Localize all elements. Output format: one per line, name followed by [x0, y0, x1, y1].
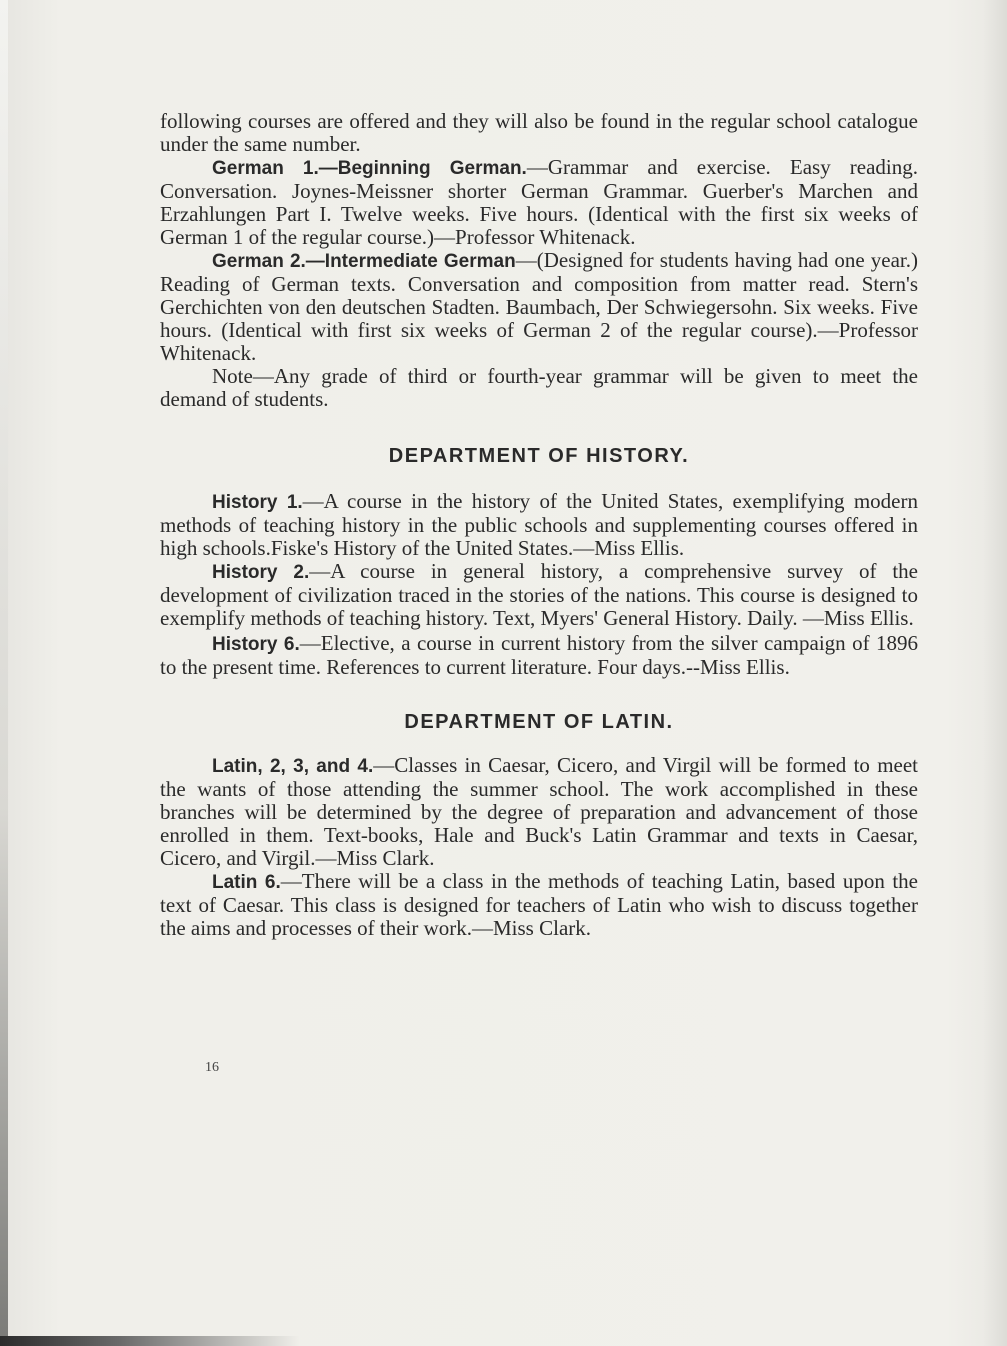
- page-bottom-shadow: [0, 1336, 300, 1346]
- page-number: 16: [205, 1060, 219, 1075]
- course-description: —A course in the history of the United States, exemplifying modern methods of teaching history in the public schools and supplementing courses offered in high schools.Fiske's History of the United States.—Miss Ellis.: [160, 489, 918, 560]
- course-latin-2-3-4: [160, 754, 918, 870]
- course-description: —A course in general history, a comprehensive survey of the development of civilization traced in the stories of the nations. This course is designed to exemplify methods of teaching history. Text, Myers' General History. Daily. —Miss Ellis.: [160, 559, 918, 630]
- course-german-1: [160, 156, 918, 249]
- intro-paragraph: following courses are offered and they will also be found in the regular school catalogue under the same number.: [160, 109, 918, 156]
- page-right-shade: [983, 0, 1007, 1346]
- history-department-heading: DEPARTMENT OF HISTORY.: [388, 445, 690, 467]
- course-latin-6: [160, 870, 918, 940]
- course-history-6: [160, 632, 918, 679]
- course-description: —There will be a class in the methods of teaching Latin, based upon the text of Caesar. This class is designed for teachers of Latin who wish to discuss together the aims and processes of their work.—Miss Clark.: [160, 869, 918, 940]
- german-note: Note—Any grade of third or fourth-year grammar will be given to meet the demand of students.: [160, 364, 918, 411]
- course-title: History 2.: [212, 562, 310, 583]
- course-description: —Classes in Caesar, Cicero, and Virgil will be formed to meet the wants of those attending the summer school. The work accomplished in these branches will be determined by the degree of preparation and advancement of those enrolled in them. Text-books, Hale and Buck's Latin Grammar and texts in Caesar, Cicero, and Virgil.—Miss Clark.: [160, 753, 918, 870]
- page-binding-edge: [0, 0, 8, 1346]
- course-history-1: [160, 490, 918, 560]
- course-title: History 6.: [212, 634, 300, 655]
- course-description: —(Designed for students having had one year.) Reading of German texts. Conversation and composition from matter read. Stern's Gerchichten von den deutschen Stadten. Baumbach, Der Schwiegersohn. Six weeks. Five hours. (Identical with first six weeks of German 2 of the regular course).—Professor Whitenack.: [160, 248, 918, 365]
- course-title: German 1.—Beginning German.: [212, 158, 527, 179]
- page-body: [160, 110, 918, 940]
- course-description: —Elective, a course in current history from the silver campaign of 1896 to the present time. References to current literature. Four days.--Miss Ellis.: [160, 631, 918, 679]
- course-german-2: [160, 249, 918, 365]
- course-title: History 1.: [212, 492, 303, 513]
- latin-department-heading: DEPARTMENT OF LATIN.: [404, 711, 674, 733]
- course-description: —Grammar and exercise. Easy reading. Conversation. Joynes-Meissner shorter German Grammar. Guerber's Marchen and Erzahlungen Part I. Twelve weeks. Five hours. (Identical with the first six weeks of German 1 of the regular course.)—Professor Whitenack.: [160, 155, 918, 249]
- course-title: German 2.—Intermediate German: [212, 251, 516, 272]
- course-title: Latin 6.: [212, 872, 281, 893]
- course-history-2: [160, 560, 918, 630]
- course-title: Latin, 2, 3, and 4.: [212, 756, 374, 777]
